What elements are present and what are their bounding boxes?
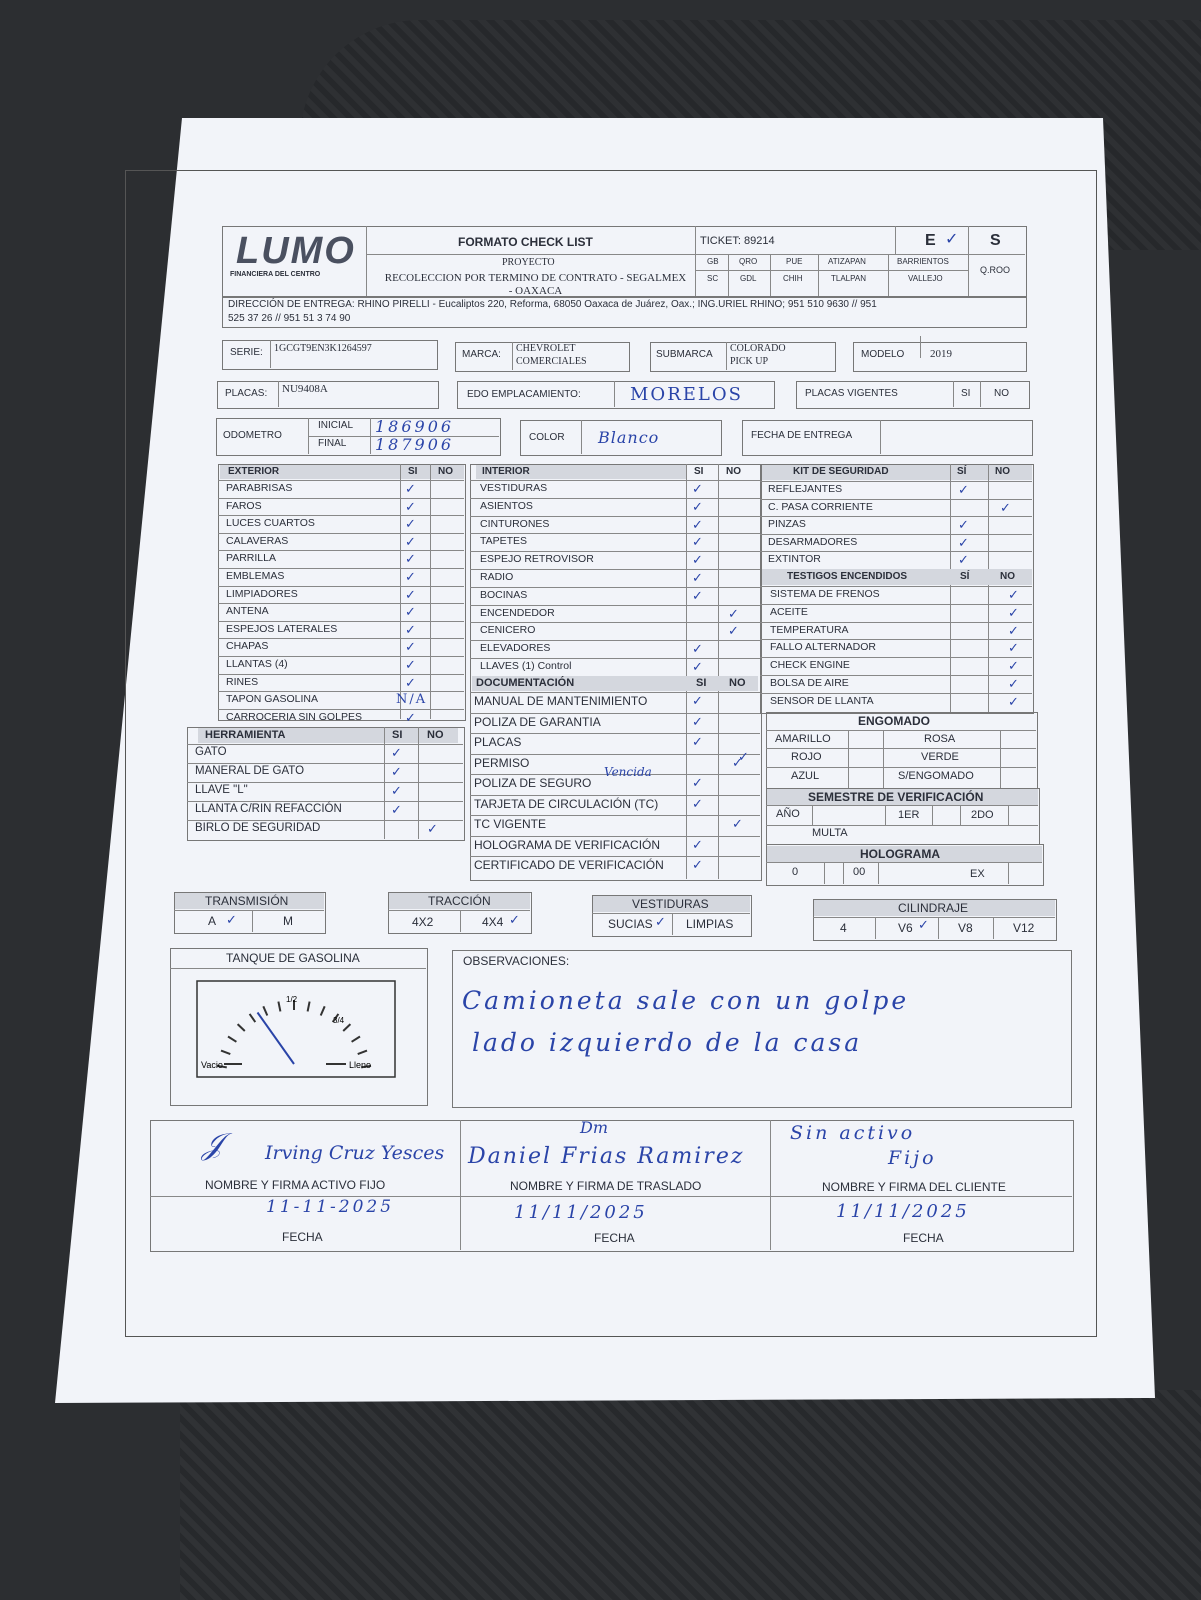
vestiduras-title: VESTIDURAS xyxy=(632,897,709,911)
firma-activo-mark: 𝒥 xyxy=(202,1127,223,1162)
gauge-tick xyxy=(238,1024,245,1031)
exterior-title: EXTERIOR xyxy=(228,466,280,477)
marca-label: MARCA: xyxy=(462,349,501,360)
gauge-tick xyxy=(343,1024,350,1031)
exterior-item: LLANTAS (4) xyxy=(226,658,288,670)
serie-value: 1GCGT9EN3K1264597 xyxy=(274,343,372,354)
testigos-item: ACEITE xyxy=(770,605,808,618)
gauge-three-quarter-label: 3/4 xyxy=(333,1016,345,1025)
branch-gb: GB xyxy=(707,257,719,266)
kit-no-header: NO xyxy=(995,466,1010,477)
firma-cliente-name-2: Fijo xyxy=(888,1147,937,1169)
branch-atizapan: ATIZAPAN xyxy=(828,257,866,266)
testigos-no-check: ✓ xyxy=(1008,587,1019,602)
herramienta-item: BIRLO DE SEGURIDAD xyxy=(195,822,321,834)
cilindraje-title: CILINDRAJE xyxy=(898,901,969,915)
odometro-final-value: 187906 xyxy=(375,435,455,454)
gauge-tick xyxy=(321,1006,325,1015)
odometro-inicial-value: 186906 xyxy=(375,417,455,436)
documentacion-item: PLACAS xyxy=(474,735,522,749)
exterior-si-check: ✓ xyxy=(405,639,416,655)
testigos-no-check: ✓ xyxy=(1008,604,1019,620)
interior-item: ASIENTOS xyxy=(480,499,533,512)
interior-no-header: NO xyxy=(726,466,741,477)
exterior-item: PARRILLA xyxy=(226,552,276,565)
semestre-multa: MULTA xyxy=(812,827,848,839)
placas-value: NU9408A xyxy=(282,383,328,395)
documentacion-no-check: ✓ xyxy=(732,816,743,831)
kit-si-check: ✓ xyxy=(958,552,969,567)
proyecto-label: PROYECTO xyxy=(502,257,555,268)
kit-si-check: ✓ xyxy=(958,534,969,550)
interior-item: TAPETES xyxy=(480,535,528,548)
entrada-label: E xyxy=(925,232,936,249)
herramienta-item: LLANTA C/RIN REFACCIÓN xyxy=(195,803,342,815)
herramienta-item: GATO xyxy=(195,746,227,758)
interior-si-check: ✓ xyxy=(692,641,703,657)
gauge-lleno-label: Lleno xyxy=(349,1060,372,1070)
exterior-item: ANTENA xyxy=(226,605,269,618)
exterior-item: EMBLEMAS xyxy=(226,570,285,582)
edo-value: MORELOS xyxy=(630,384,743,405)
vestiduras-sucias-check: ✓ xyxy=(655,914,666,929)
testigos-item: FALLO ALTERNADOR xyxy=(770,641,877,654)
documentacion-si-check: ✓ xyxy=(692,713,703,729)
testigos-title: TESTIGOS ENCENDIDOS xyxy=(787,571,908,582)
exterior-si-check: ✓ xyxy=(405,569,416,584)
direccion-entrega: DIRECCIÓN DE ENTREGA: RHINO PIRELLI - Eucaliptos 220, Reforma, 68050 Oaxaca de Juárez, Oax.; ING.URIEL RHINO; 951 510 9630 // 951 xyxy=(228,299,877,310)
fecha-cliente-label: FECHA xyxy=(903,1231,944,1245)
interior-no-check: ✓ xyxy=(728,623,739,639)
documentacion-title: DOCUMENTACIÓN xyxy=(476,677,575,689)
interior-si-check: ✓ xyxy=(692,659,703,674)
holograma-0: 0 xyxy=(792,866,799,878)
transmision-a: A xyxy=(208,914,217,928)
exterior-si-header: SI xyxy=(408,466,418,477)
herramienta-si-check: ✓ xyxy=(391,745,402,760)
testigos-item: SISTEMA DE FRENOS xyxy=(770,588,880,600)
fecha-traslado: 11/11/2025 xyxy=(514,1202,648,1223)
submarca-value-2: PICK UP xyxy=(730,356,769,367)
documentacion-no-check: ✓ xyxy=(732,754,743,770)
salida-label: S xyxy=(990,232,1001,249)
semestre-title: SEMESTRE DE VERIFICACIÓN xyxy=(808,790,984,804)
exterior-item: PARABRISAS xyxy=(226,482,293,494)
logo: LUMO xyxy=(236,230,356,272)
vestiduras-sucias: SUCIAS xyxy=(608,917,653,931)
engomado-rosa: ROSA xyxy=(924,733,956,745)
engomado-verde: VERDE xyxy=(921,751,959,763)
kit-title: KIT DE SEGURIDAD xyxy=(793,466,889,477)
odometro-inicial-label: INICIAL xyxy=(318,420,354,431)
testigos-item: BOLSA DE AIRE xyxy=(770,677,849,689)
interior-si-check: ✓ xyxy=(692,552,703,568)
submarca-label: SUBMARCA xyxy=(656,349,713,360)
documentacion-si-check: ✓ xyxy=(692,775,703,790)
kit-item: PINZAS xyxy=(768,518,806,530)
herramienta-no-header: NO xyxy=(427,729,444,741)
entrada-check: ✓ xyxy=(945,231,959,248)
gauge-tick xyxy=(263,1006,267,1015)
gauge-vacio-label: Vacio xyxy=(201,1060,223,1070)
exterior-item: FAROS xyxy=(226,499,262,512)
exterior-si-check: ✓ xyxy=(405,481,416,496)
direccion-entrega-2: 525 37 26 // 951 51 3 74 90 xyxy=(228,313,351,324)
odometro-label: ODOMETRO xyxy=(223,430,282,441)
exterior-item: CHAPAS xyxy=(226,640,269,653)
interior-si-check: ✓ xyxy=(692,534,703,550)
transmision-title: TRANSMISIÓN xyxy=(205,894,289,908)
testigos-si-header: SÍ xyxy=(960,571,970,582)
branch-vallejo: VALLEJO xyxy=(908,274,943,283)
ticket-number: TICKET: 89214 xyxy=(700,235,775,247)
transmision-m: M xyxy=(283,914,293,928)
interior-si-header: SI xyxy=(694,466,704,477)
branch-sc: SC xyxy=(707,274,719,283)
exterior-si-check: ✓ xyxy=(405,533,416,549)
poliza-seguro-note: Vencida xyxy=(604,765,652,779)
serie-label: SERIE: xyxy=(230,347,263,358)
herramienta-si-check: ✓ xyxy=(391,764,402,779)
testigos-item: TEMPERATURA xyxy=(770,623,849,636)
testigos-no-check: ✓ xyxy=(1008,693,1019,709)
documentacion-item: TARJETA DE CIRCULACIÓN (TC) xyxy=(474,796,659,811)
placas-vigentes-no: NO xyxy=(994,388,1009,399)
kit-si-check: ✓ xyxy=(958,482,969,497)
kit-si-header: SÍ xyxy=(957,466,967,477)
gauge-tick xyxy=(278,1002,280,1012)
observaciones-line-2: lado izquierdo de la casa xyxy=(472,1028,863,1057)
semestre-2do: 2DO xyxy=(971,809,994,821)
interior-item: RADIO xyxy=(480,571,514,583)
kit-item: C. PASA CORRIENTE xyxy=(768,500,873,513)
firma-activo-label: NOMBRE Y FIRMA ACTIVO FIJO xyxy=(205,1178,386,1192)
firma-traslado-name: Daniel Frias Ramirez xyxy=(468,1144,745,1169)
interior-no-check: ✓ xyxy=(728,605,739,621)
form-title: FORMATO CHECK LIST xyxy=(458,235,593,249)
exterior-item: LUCES CUARTOS xyxy=(226,517,315,530)
vestiduras-limpias: LIMPIAS xyxy=(686,917,734,931)
branch-tlalpan: TLALPAN xyxy=(831,274,866,283)
testigos-item: SENSOR DE LLANTA xyxy=(770,694,874,707)
interior-item: ELEVADORES xyxy=(480,642,551,655)
engomado-amarillo: AMARILLO xyxy=(775,733,831,745)
exterior-si-check: ✓ xyxy=(405,674,416,690)
testigos-no-check: ✓ xyxy=(1008,658,1019,674)
exterior-item: ESPEJOS LATERALES xyxy=(226,622,338,635)
gauge-tick xyxy=(352,1037,360,1042)
kit-item: REFLEJANTES xyxy=(768,483,843,495)
exterior-si-check: ✓ xyxy=(405,709,416,725)
interior-item: LLAVES (1) Control xyxy=(480,660,572,672)
branch-qroo: Q.ROO xyxy=(980,265,1011,275)
exterior-si-check: ✓ xyxy=(405,586,416,602)
herramienta-no-check: ✓ xyxy=(427,821,438,836)
fecha-cliente: 11/11/2025 xyxy=(836,1201,970,1222)
documentacion-item: TC VIGENTE xyxy=(474,817,547,831)
documentacion-item: CERTIFICADO DE VERIFICACIÓN xyxy=(474,858,664,872)
engomado-azul: AZUL xyxy=(791,770,820,782)
fecha-traslado-label: FECHA xyxy=(594,1231,635,1245)
documentacion-si-check: ✓ xyxy=(692,693,703,708)
testigos-item: CHECK ENGINE xyxy=(770,659,850,672)
observaciones-label: OBSERVACIONES: xyxy=(463,954,570,968)
cilindraje-4: 4 xyxy=(840,921,847,935)
placas-vigentes-si: SI xyxy=(961,388,971,399)
traccion-4x4: 4X4 xyxy=(482,915,504,929)
exterior-si-check: ✓ xyxy=(405,516,416,532)
testigos-no-check: ✓ xyxy=(1008,622,1019,638)
documentacion-item: HOLOGRAMA DE VERIFICACIÓN xyxy=(474,837,661,852)
firma-traslado-label: NOMBRE Y FIRMA DE TRASLADO xyxy=(510,1179,702,1193)
observaciones-line-1: Camioneta sale con un golpe xyxy=(462,986,910,1015)
cilindraje-v8: V8 xyxy=(958,921,973,935)
fecha-activo-label: FECHA xyxy=(282,1230,323,1244)
branch-pue: PUE xyxy=(786,257,803,266)
herramienta-item: MANERAL DE GATO xyxy=(195,765,305,777)
exterior-item: LIMPIADORES xyxy=(226,587,298,600)
modelo-value: 2019 xyxy=(930,348,952,360)
traccion-4x2: 4X2 xyxy=(412,915,434,929)
gauge-tick xyxy=(221,1051,230,1055)
gauge-needle xyxy=(258,1013,295,1065)
kit-item: DESARMADORES xyxy=(768,535,858,548)
modelo-label: MODELO xyxy=(861,349,905,360)
seat-cushion xyxy=(180,1390,1201,1600)
marca-value-1: CHEVROLET xyxy=(516,343,576,354)
documentacion-item: PERMISO xyxy=(474,755,530,770)
interior-si-check: ✓ xyxy=(692,587,703,603)
cilindraje-v12: V12 xyxy=(1013,921,1035,935)
engomado-title: ENGOMADO xyxy=(858,714,930,728)
documentacion-si-header: SI xyxy=(696,677,707,689)
documentacion-item: MANUAL DE MANTENIMIENTO xyxy=(474,694,648,708)
fecha-entrega-label: FECHA DE ENTREGA xyxy=(751,430,853,441)
herramienta-si-check: ✓ xyxy=(391,802,402,817)
interior-item: VESTIDURAS xyxy=(480,482,548,494)
exterior-item: CARROCERIA SIN GOLPES xyxy=(226,710,362,723)
fuel-gauge xyxy=(196,980,396,1078)
testigos-no-check: ✓ xyxy=(1008,676,1019,691)
cilindraje-v6-check: ✓ xyxy=(918,917,929,932)
herramienta-title: HERRAMIENTA xyxy=(205,729,286,741)
edo-label: EDO EMPLACAMIENTO: xyxy=(467,389,581,400)
herramienta-si-header: SI xyxy=(392,729,403,741)
documentacion-si-check: ✓ xyxy=(692,734,703,749)
firma-cliente-name-1: Sin activo xyxy=(790,1122,916,1144)
holograma-ex: EX xyxy=(970,868,985,880)
firma-cliente-label: NOMBRE Y FIRMA DEL CLIENTE xyxy=(822,1180,1006,1194)
tapon-gasolina-note: N/A xyxy=(396,692,428,707)
interior-si-check: ✓ xyxy=(692,498,703,514)
exterior-no-header: NO xyxy=(438,466,453,477)
kit-si-check: ✓ xyxy=(958,517,969,532)
interior-si-check: ✓ xyxy=(692,570,703,585)
engomado-rojo: ROJO xyxy=(791,751,822,763)
odometro-final-label: FINAL xyxy=(318,438,347,449)
engomado-rojo-check: ✓ xyxy=(738,749,749,764)
semestre-ano: AÑO xyxy=(776,808,800,820)
branch-gdl: GDL xyxy=(740,274,757,283)
documentacion-item: POLIZA DE GARANTIA xyxy=(474,714,601,729)
branch-chih: CHIH xyxy=(783,274,803,283)
submarca-value-1: COLORADO xyxy=(730,343,786,354)
interior-si-check: ✓ xyxy=(692,481,703,496)
exterior-si-check: ✓ xyxy=(405,498,416,514)
transmision-a-check: ✓ xyxy=(226,912,237,927)
interior-si-check: ✓ xyxy=(692,516,703,532)
branch-qro: QRO xyxy=(739,257,758,266)
exterior-si-check: ✓ xyxy=(405,657,416,672)
interior-title: INTERIOR xyxy=(482,466,530,477)
kit-item: EXTINTOR xyxy=(768,553,821,565)
gauge-tick xyxy=(358,1051,367,1055)
interior-item: ESPEJO RETROVISOR xyxy=(480,553,594,566)
exterior-item: RINES xyxy=(226,675,259,688)
documentacion-si-check: ✓ xyxy=(692,795,703,811)
exterior-item: TAPON GASOLINA xyxy=(226,693,318,706)
exterior-si-check: ✓ xyxy=(405,551,416,567)
branch-barrientos: BARRIENTOS xyxy=(897,257,949,266)
marca-value-2: COMERCIALES xyxy=(516,356,587,367)
placas-vigentes-label: PLACAS VIGENTES xyxy=(805,388,898,399)
semestre-1er: 1ER xyxy=(898,809,920,821)
engomado-sin: S/ENGOMADO xyxy=(898,770,974,782)
placas-label: PLACAS: xyxy=(225,388,268,399)
firma-traslado-mark: Dm xyxy=(580,1118,608,1137)
gauge-tick xyxy=(308,1002,310,1012)
documentacion-si-check: ✓ xyxy=(692,836,703,852)
color-value: Blanco xyxy=(598,428,660,447)
interior-item: CENICERO xyxy=(480,624,536,637)
traccion-4x4-check: ✓ xyxy=(509,912,520,927)
interior-item: ENCENDEDOR xyxy=(480,606,555,619)
interior-item: BOCINAS xyxy=(480,588,528,601)
interior-item: CINTURONES xyxy=(480,517,550,530)
logo-subtitle: FINANCIERA DEL CENTRO xyxy=(230,271,321,278)
herramienta-item: LLAVE "L" xyxy=(195,784,248,796)
holograma-00: 00 xyxy=(853,866,866,878)
color-label: COLOR xyxy=(529,432,565,443)
traccion-title: TRACCIÓN xyxy=(428,894,491,908)
documentacion-item: POLIZA DE SEGURO xyxy=(474,776,592,790)
exterior-si-check: ✓ xyxy=(405,604,416,620)
exterior-si-check: ✓ xyxy=(405,621,416,637)
documentacion-si-check: ✓ xyxy=(692,857,703,872)
proyecto-value: RECOLECCION POR TERMINO DE CONTRATO - SEGALMEX - OAXACA xyxy=(384,272,687,297)
documentacion-no-header: NO xyxy=(729,677,746,689)
cilindraje-v6: V6 xyxy=(898,921,913,935)
herramienta-si-check: ✓ xyxy=(391,783,402,798)
holograma-title: HOLOGRAMA xyxy=(860,847,940,861)
firma-activo-name: Irving Cruz Yesces xyxy=(265,1142,445,1164)
testigos-no-check: ✓ xyxy=(1008,640,1019,656)
gauge-tick xyxy=(250,1014,256,1022)
gauge-tick xyxy=(228,1037,236,1042)
fecha-activo: 11-11-2025 xyxy=(266,1197,395,1217)
kit-no-check: ✓ xyxy=(1000,499,1011,515)
gauge-half-label: 1/2 xyxy=(286,995,298,1004)
exterior-item: CALAVERAS xyxy=(226,534,289,547)
testigos-no-header: NO xyxy=(1000,571,1015,582)
tanque-title: TANQUE DE GASOLINA xyxy=(226,951,360,965)
